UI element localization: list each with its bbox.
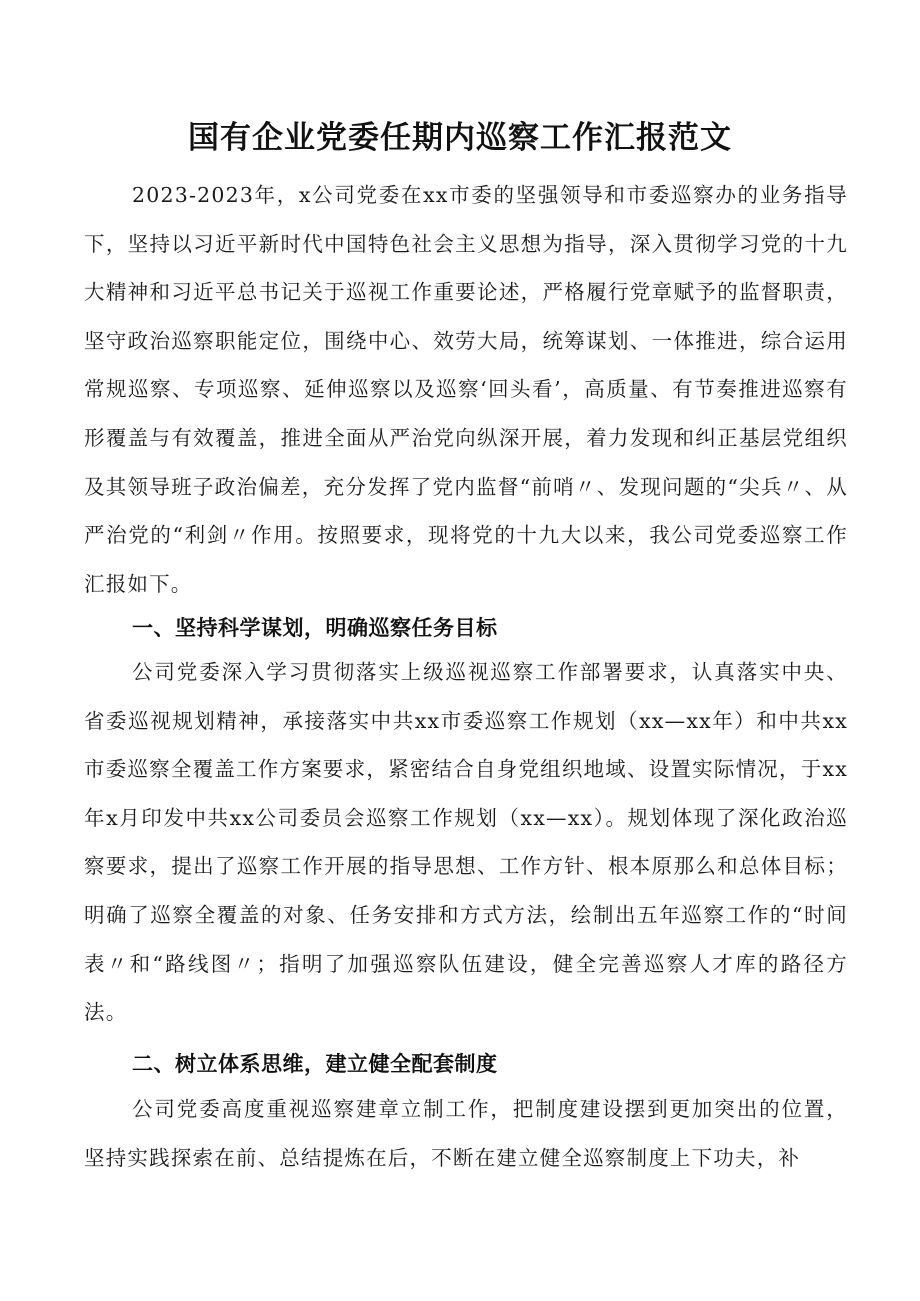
section-2-paragraph: 公司党委高度重视巡察建章立制工作，把制度建设摆到更加突出的位置，坚持实践探索在前、总结提炼在后，不断在建立健全巡察制度上下功夫，补 bbox=[84, 1097, 848, 1170]
section-1-paragraph: 公司党委深入学习贯彻落实上级巡视巡察工作部署要求，认真落实中央、省委巡视规划精神，承接落实中共xx市委巡察工作规划（xx—xx年）和中共xx市委巡察全覆盖工作方案要求，紧密结合自身党组织地域、设置实际情况，于xx年x月印发中共xx公司委员会巡察工作规划（xx—xx）。规划体现了深化政治巡察要求，提出了巡察工作开展的指导思想、工作方针、根本原那么和总体目标；明确了巡察全覆盖的对象、任务安排和方式方法，绘制出五年巡察工作的“时间表〃和“路线图〃；指明了加强巡察队伍建设，健全完善巡察人才库的路径方法。 bbox=[84, 660, 848, 1025]
document-title: 国有企业党委任期内巡察工作汇报范文 bbox=[188, 120, 732, 156]
intro-paragraph: 2023-2023年，x公司党委在xx市委的坚强领导和市委巡察办的业务指导下，坚持以习近平新时代中国特色社会主义思想为指导，深入贯彻学习党的十九大精神和习近平总书记关于巡视工作重要论述，严格履行党章赋予的监督职责，坚守政治巡察职能定位，围绕中心、效劳大局，统筹谋划、一体推进，综合运用常规巡察、专项巡察、延伸巡察以及巡察‘回头看’，高质量、有节奏推进巡察有形覆盖与有效覆盖，推进全面从严治党向纵深开展，着力发现和纠正基层党组织及其领导班子政治偏差，充分发挥了党内监督“前哨〃、发现问题的“尖兵〃、从严治党的“利剑〃作用。按照要求，现将党的十九大以来，我公司党委巡察工作汇报如下。 bbox=[84, 183, 848, 596]
section-1-heading: 一、坚持科学谋划，明确巡察任务目标 bbox=[132, 616, 498, 640]
section-2-heading: 二、树立体系思维，建立健全配套制度 bbox=[132, 1052, 498, 1076]
